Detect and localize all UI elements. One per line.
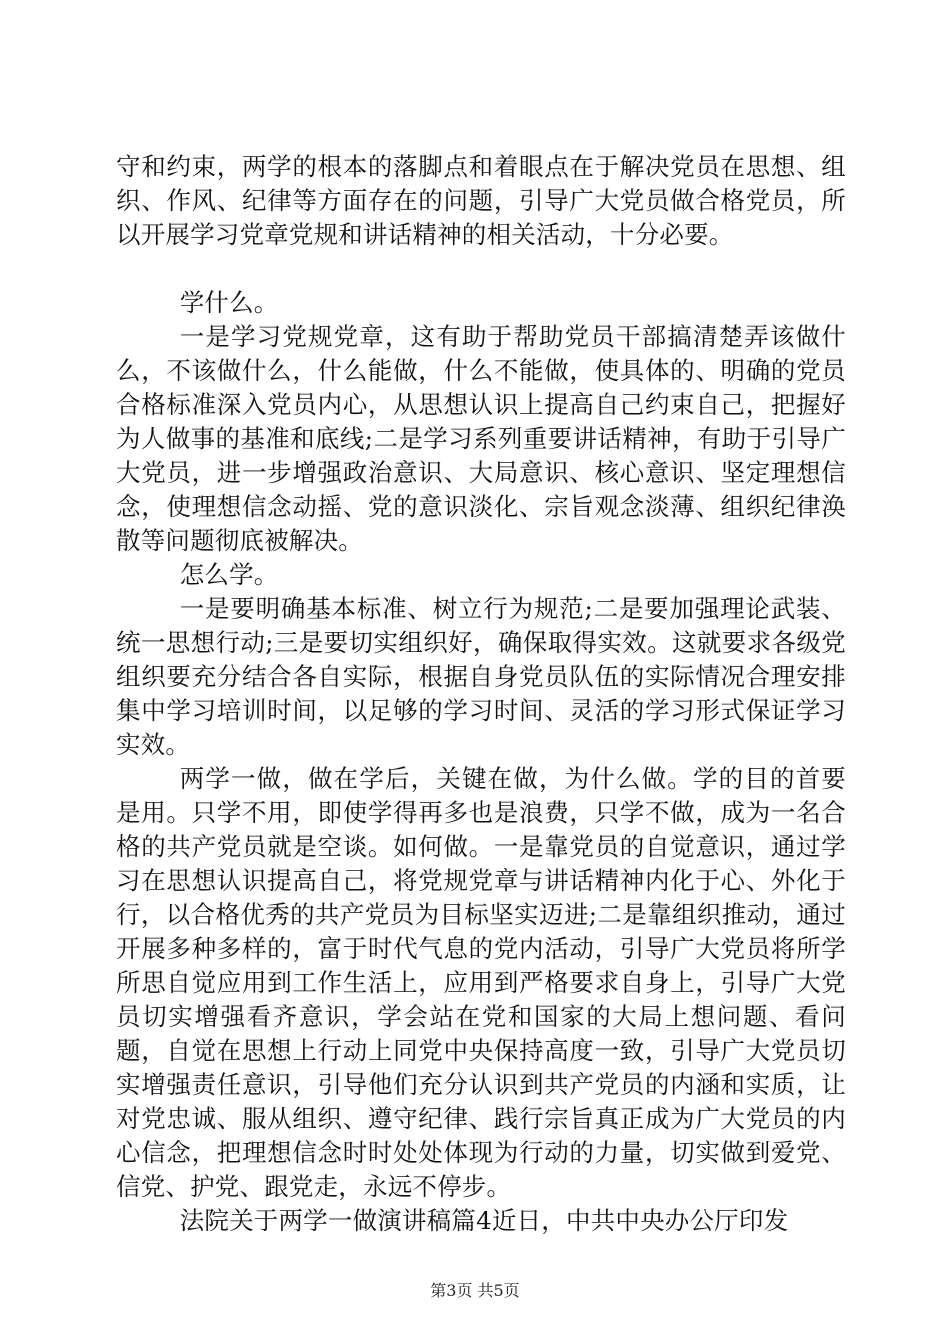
paragraph-gap [116, 252, 846, 286]
document-body [116, 150, 846, 1238]
paragraph-continuation: 守和约束，两学的根本的落脚点和着眼点在于解决党员在思想、组织、作风、纪律等方面存在的问题，引导广大党员做合格党员，所以开展学习党章党规和讲话精神的相关活动，十分必要。 [116, 152, 846, 249]
paragraph-next-article-start: 法院关于两学一做演讲稿篇4近日，中共中央办公厅印发 [179, 1206, 789, 1235]
paragraph-what-to-learn: 一是学习党规党章，这有助于帮助党员干部搞清楚弄该做什么，不该做什么，什么能做，什么不能做，使具体的、明确的党员合格标准深入党员内心，从思想认识上提高自己约束自己，把握好为人做事的基准和底线;二是学习系列重要讲话精神，有助于引导广大党员，进一步增强政治意识、大局意识、核心意识、坚定理想信念，使理想信念动摇、党的意识淡化、宗旨观念淡薄、组织纪律涣散等问题彻底被解决。 [116, 322, 846, 555]
section-heading-what-to-learn: 学什么。 [179, 288, 279, 317]
paragraph-how-to-learn: 一是要明确基本标准、树立行为规范;二是要加强理论武装、统一思想行动;三是要切实组织好，确保取得实效。这就要求各级党组织要充分结合各自实际，根据自身党员队伍的实际情况合理安排集中学习培训时间，以足够的学习时间、灵活的学习形式保证学习实效。 [116, 594, 846, 759]
section-heading-how-to-learn: 怎么学。 [179, 560, 279, 589]
page-footer: 第3页 共5页 [430, 1281, 520, 1300]
paragraph-why-and-how-to-do: 两学一做，做在学后，关键在做，为什么做。学的目的首要是用。只学不用，即使学得再多也是浪费，只学不做，成为一名合格的共产党员就是空谈。如何做。一是靠党员的自觉意识，通过学习在思想认识提高自己，将党规党章与讲话精神内化于心、外化于行，以合格优秀的共产党员为目标坚实迈进;二是靠组织推动，通过开展多种多样的，富于时代气息的党内活动，引导广大党员将所学所思自觉应用到工作生活上，应用到严格要求自身上，引导广大党员切实增强看齐意识，学会站在党和国家的大局上想问题、看问题，自觉在思想上行动上同党中央保持高度一致，引导广大党员切实增强责任意识，引导他们充分认识到共产党员的内涵和实质，让对党忠诚、服从组织、遵守纪律、践行宗旨真正成为广大党员的内心信念，把理想信念时时处处体现为行动的力量，切实做到爱党、信党、护党、跟党走，永远不停步。 [116, 764, 846, 1201]
